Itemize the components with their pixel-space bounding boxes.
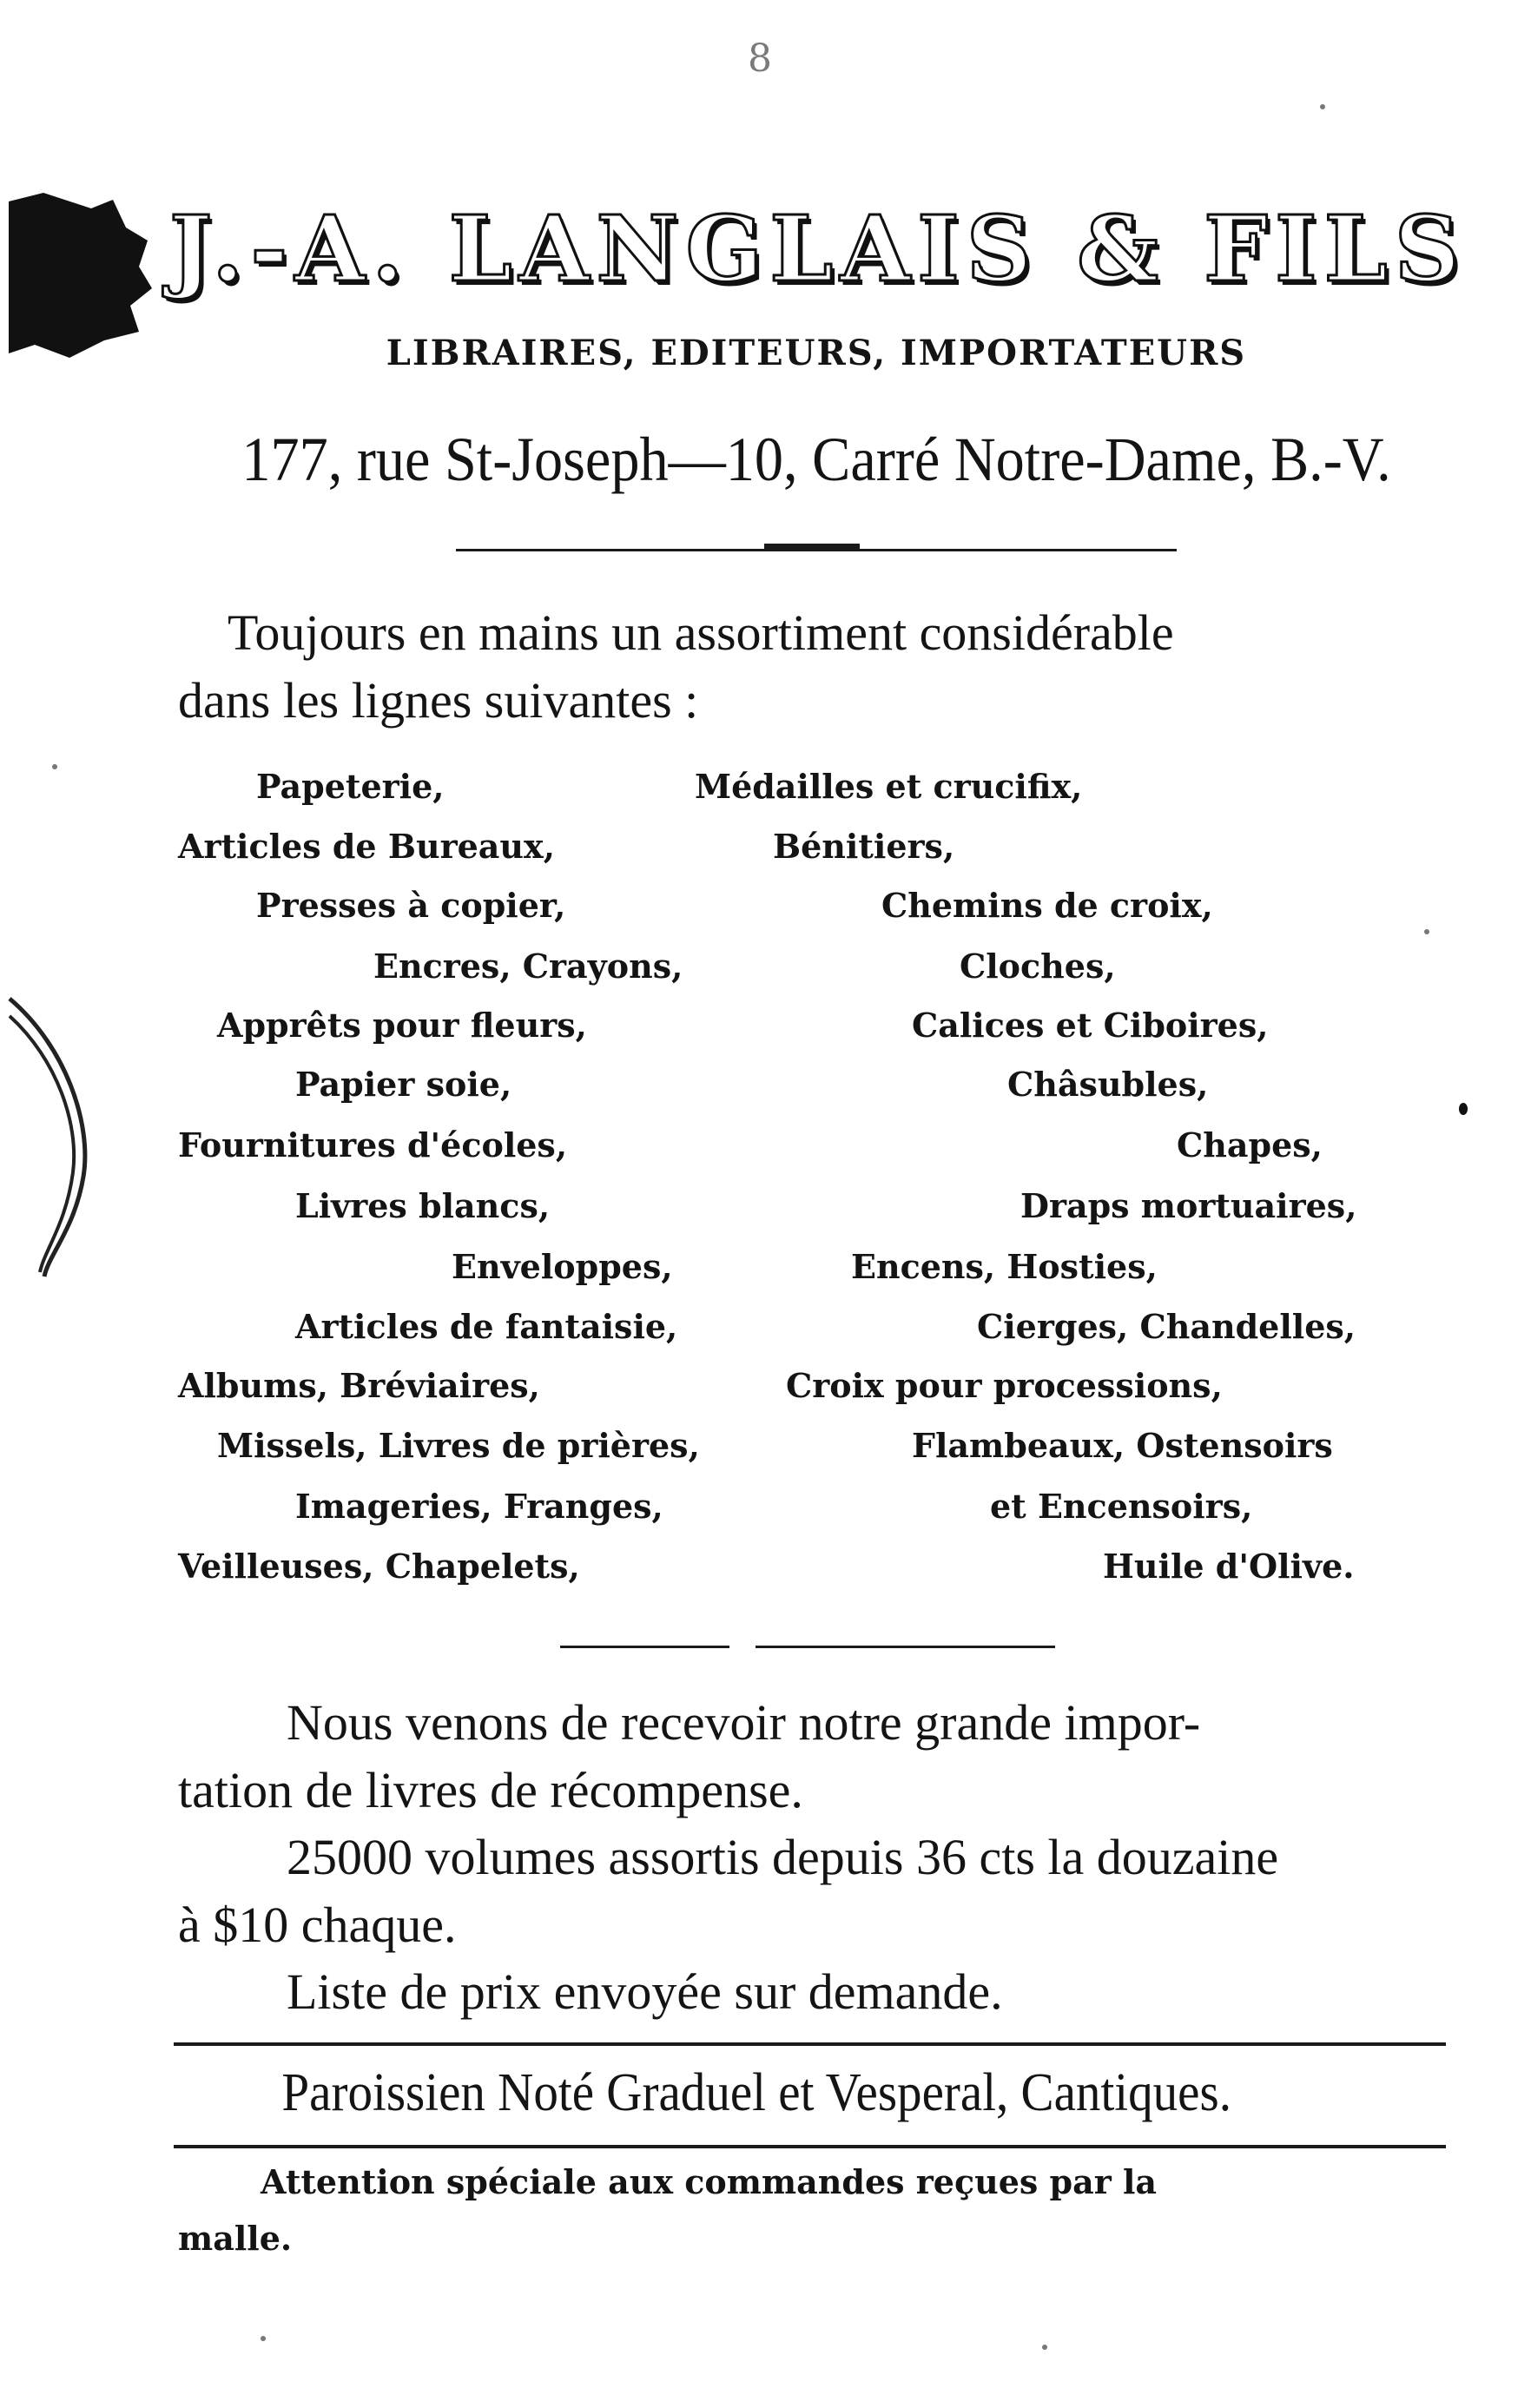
list-item: Enveloppes, — [452, 1247, 673, 1286]
list-item: Missels, Livres de prières, — [217, 1426, 700, 1465]
list-item: Croix pour processions, — [786, 1366, 1223, 1405]
divider-rule-middle-left — [560, 1646, 729, 1648]
list-item: Médailles et crucifix, — [695, 767, 1083, 806]
list-item: Calices et Ciboires, — [912, 1006, 1269, 1045]
divider-rule-middle-right — [756, 1646, 1055, 1648]
margin-bracket-mark — [5, 994, 101, 1281]
list-item: et Encensoirs, — [990, 1487, 1253, 1526]
list-item: Livres blancs, — [295, 1186, 551, 1225]
divider-rule-footer-bottom — [174, 2145, 1446, 2148]
list-item: Papeterie, — [256, 767, 445, 806]
list-item: Encres, Crayons, — [373, 947, 683, 986]
list-item: Cloches, — [960, 947, 1116, 986]
list-item: Veilleuses, Chapelets, — [178, 1547, 580, 1586]
firm-name-heading: J.-A. LANGLAIS & FILS — [169, 195, 1467, 302]
firm-trades: LIBRAIRES, EDITEURS, IMPORTATEURS — [386, 333, 1247, 373]
intro-line-2: dans les lignes suivantes : — [178, 672, 699, 729]
list-item: Fournitures d'écoles, — [178, 1125, 568, 1164]
print-speck — [1042, 2345, 1047, 2350]
list-item: Encens, Hosties, — [851, 1247, 1158, 1286]
print-speck — [1424, 929, 1429, 934]
announcement-line-1: Nous venons de recevoir notre grande impor- — [287, 1694, 1201, 1751]
firm-address: 177, rue St-Joseph—10, Carré Notre-Dame, B.-V. — [241, 425, 1391, 494]
list-item: Papier soie, — [295, 1065, 512, 1104]
list-item: Cierges, Chandelles, — [977, 1307, 1356, 1346]
intro-line-1: Toujours en mains un assortiment considérable — [228, 604, 1174, 661]
announcement-line-5: Liste de prix envoyée sur demande. — [287, 1963, 1003, 2020]
list-item: Draps mortuaires, — [1020, 1186, 1357, 1225]
list-item: Huile d'Olive. — [1103, 1547, 1355, 1586]
print-speck — [1459, 1103, 1468, 1115]
list-item: Articles de Bureaux, — [178, 827, 555, 866]
print-speck — [52, 764, 57, 769]
footer-note-line-2: malle. — [178, 2219, 293, 2258]
page-number: 8 — [748, 36, 772, 81]
footer-books: Paroissien Noté Graduel et Vesperal, Cantiques. — [281, 2063, 1231, 2122]
footer-note-line-1: Attention spéciale aux commandes reçues par la — [261, 2162, 1158, 2201]
print-speck — [1320, 104, 1325, 109]
list-item: Apprêts pour fleurs, — [217, 1006, 587, 1045]
list-item: Imageries, Franges, — [295, 1487, 663, 1526]
announcement-line-2: tation de livres de récompense. — [178, 1762, 803, 1818]
divider-rule-top-accent — [764, 544, 860, 549]
list-item: Chapes, — [1177, 1125, 1323, 1164]
list-item: Articles de fantaisie, — [295, 1307, 678, 1346]
list-item: Presses à copier, — [256, 886, 566, 925]
list-item: Flambeaux, Ostensoirs — [912, 1426, 1333, 1465]
announcement-line-3: 25000 volumes assortis depuis 36 cts la douzaine — [287, 1829, 1279, 1885]
divider-rule-top — [456, 549, 1177, 551]
list-item: Chemins de croix, — [881, 886, 1213, 925]
list-item: Bénitiers, — [773, 827, 955, 866]
ink-blot — [9, 193, 152, 358]
list-item: Châsubles, — [1007, 1065, 1209, 1104]
announcement-line-4: à $10 chaque. — [178, 1897, 457, 1953]
list-item: Albums, Bréviaires, — [178, 1366, 540, 1405]
divider-rule-footer-top — [174, 2042, 1446, 2046]
print-speck — [261, 2336, 266, 2341]
